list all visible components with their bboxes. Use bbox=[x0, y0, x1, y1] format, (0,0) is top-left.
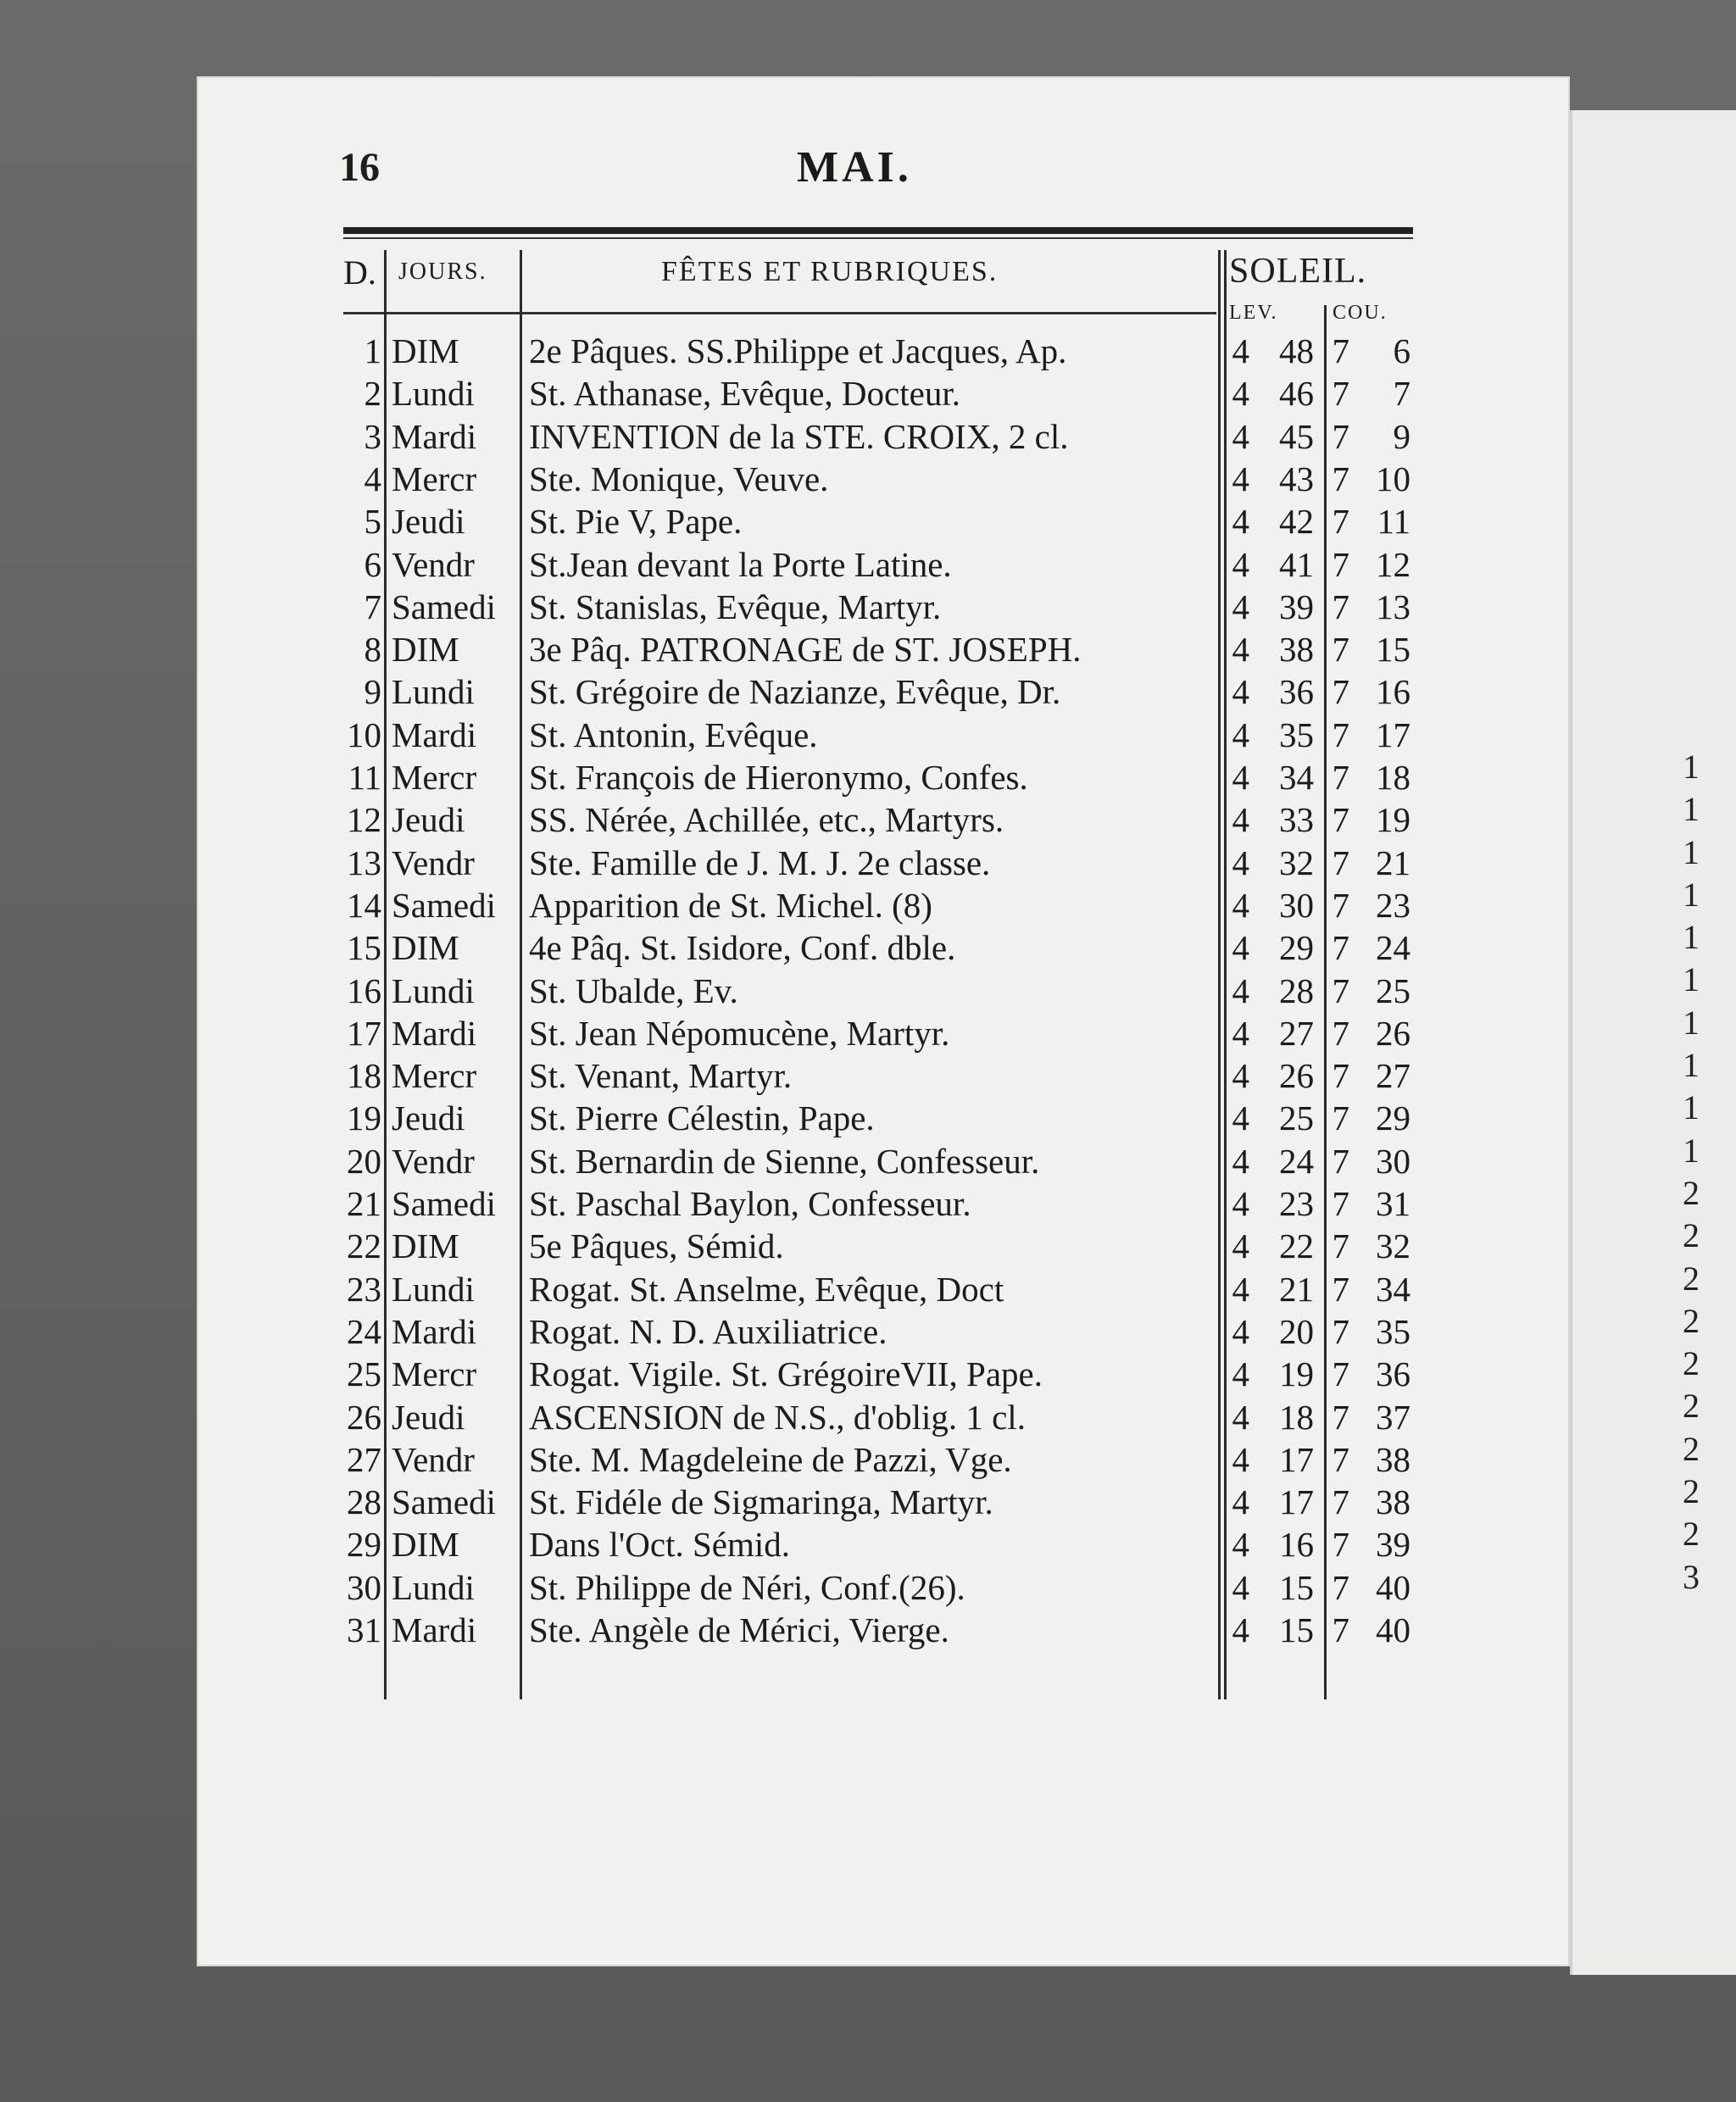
weekday: Samedi bbox=[392, 1482, 496, 1522]
weekday: Mercr bbox=[392, 1354, 477, 1394]
sunset-hour: 7 bbox=[1332, 1482, 1349, 1522]
facing-page-number: 3 bbox=[1683, 1557, 1700, 1596]
sunset-hour: 7 bbox=[1332, 1567, 1349, 1607]
table-row bbox=[0, 1439, 1736, 1482]
day-number: 2 bbox=[364, 374, 381, 414]
feast-text: Ste. Monique, Veuve. bbox=[529, 459, 829, 498]
weekday: Lundi bbox=[392, 1567, 475, 1607]
weekday: Lundi bbox=[392, 970, 475, 1010]
sunrise-minute: 42 bbox=[1279, 502, 1314, 542]
feast-text: Rogat. N. D. Auxiliatrice. bbox=[529, 1311, 887, 1351]
table-row bbox=[0, 1226, 1736, 1268]
sunrise-minute: 43 bbox=[1279, 459, 1314, 498]
day-number: 27 bbox=[347, 1439, 381, 1479]
sunrise-minute: 39 bbox=[1279, 587, 1314, 626]
sunset-minute: 40 bbox=[1376, 1610, 1410, 1649]
sunrise-minute: 22 bbox=[1279, 1226, 1314, 1266]
month-title: MAI. bbox=[797, 143, 912, 192]
top-rule-thin bbox=[343, 237, 1413, 239]
day-number: 6 bbox=[364, 544, 381, 584]
sunrise-hour: 4 bbox=[1232, 1141, 1249, 1181]
sunrise-minute: 41 bbox=[1279, 544, 1314, 584]
day-number: 25 bbox=[347, 1354, 381, 1394]
sunset-hour: 7 bbox=[1332, 1354, 1349, 1394]
sunset-hour: 7 bbox=[1332, 1525, 1349, 1565]
table-row bbox=[0, 587, 1736, 629]
facing-page-number: 1 bbox=[1683, 960, 1700, 999]
sunset-minute: 27 bbox=[1376, 1056, 1410, 1096]
weekday: Mardi bbox=[392, 1311, 477, 1351]
weekday: Vendr bbox=[392, 842, 475, 882]
feast-text: Ste. Famille de J. M. J. 2e classe. bbox=[529, 842, 991, 882]
weekday: DIM bbox=[392, 1226, 459, 1266]
day-number: 13 bbox=[347, 842, 381, 882]
sunset-minute: 12 bbox=[1376, 544, 1410, 584]
sunset-hour: 7 bbox=[1332, 416, 1349, 456]
feast-text: Rogat. Vigile. St. GrégoireVII, Pape. bbox=[529, 1354, 1043, 1394]
table-row bbox=[0, 373, 1736, 415]
day-number: 4 bbox=[364, 459, 381, 498]
feast-text: INVENTION de la STE. CROIX, 2 cl. bbox=[529, 416, 1069, 456]
sunrise-hour: 4 bbox=[1232, 374, 1249, 414]
weekday: Lundi bbox=[392, 1269, 475, 1309]
feast-text: Rogat. St. Anselme, Evêque, Doct bbox=[529, 1269, 1004, 1309]
sunset-minute: 30 bbox=[1376, 1141, 1410, 1181]
sunset-hour: 7 bbox=[1332, 630, 1349, 670]
table-row bbox=[0, 927, 1736, 970]
facing-page-number: 1 bbox=[1683, 832, 1700, 871]
sunrise-minute: 38 bbox=[1279, 630, 1314, 670]
facing-page-number: 1 bbox=[1683, 875, 1700, 914]
day-number: 3 bbox=[364, 416, 381, 456]
feast-text: Apparition de St. Michel. (8) bbox=[529, 885, 932, 925]
feast-text: 5e Pâques, Sémid. bbox=[529, 1226, 784, 1266]
day-number: 7 bbox=[364, 587, 381, 626]
day-number: 9 bbox=[364, 672, 381, 712]
sunrise-hour: 4 bbox=[1232, 1098, 1249, 1138]
sunrise-minute: 30 bbox=[1279, 885, 1314, 925]
sunrise-minute: 19 bbox=[1279, 1354, 1314, 1394]
sunrise-minute: 17 bbox=[1279, 1439, 1314, 1479]
sunrise-minute: 24 bbox=[1279, 1141, 1314, 1181]
header-rule bbox=[343, 312, 1216, 314]
sunset-hour: 7 bbox=[1332, 1439, 1349, 1479]
day-number: 28 bbox=[347, 1482, 381, 1522]
sunrise-hour: 4 bbox=[1232, 1397, 1249, 1437]
day-number: 17 bbox=[347, 1013, 381, 1053]
sunset-minute: 15 bbox=[1376, 630, 1410, 670]
sunset-hour: 7 bbox=[1332, 544, 1349, 584]
day-number: 23 bbox=[347, 1269, 381, 1309]
sunrise-hour: 4 bbox=[1232, 715, 1249, 754]
sunset-hour: 7 bbox=[1332, 1141, 1349, 1181]
top-rule bbox=[343, 227, 1413, 234]
feast-text: St. Pierre Célestin, Pape. bbox=[529, 1098, 875, 1138]
facing-page-number: 1 bbox=[1683, 1003, 1700, 1042]
sunrise-minute: 17 bbox=[1279, 1482, 1314, 1522]
feast-text: St. Fidéle de Sigmaringa, Martyr. bbox=[529, 1482, 993, 1522]
feast-text: 4e Pâq. St. Isidore, Conf. dble. bbox=[529, 928, 956, 968]
weekday: DIM bbox=[392, 928, 459, 968]
sunrise-minute: 29 bbox=[1279, 928, 1314, 968]
sunrise-hour: 4 bbox=[1232, 928, 1249, 968]
table-row bbox=[0, 501, 1736, 543]
sunset-minute: 38 bbox=[1376, 1482, 1410, 1522]
table-row bbox=[0, 671, 1736, 714]
table-row bbox=[0, 1141, 1736, 1183]
header-day: D. bbox=[343, 253, 376, 292]
sunset-minute: 36 bbox=[1376, 1354, 1410, 1394]
sunrise-minute: 16 bbox=[1279, 1525, 1314, 1565]
feast-text: ASCENSION de N.S., d'oblig. 1 cl. bbox=[529, 1397, 1026, 1437]
sunset-hour: 7 bbox=[1332, 970, 1349, 1010]
feast-text: St. Stanislas, Evêque, Martyr. bbox=[529, 587, 942, 626]
sunset-minute: 11 bbox=[1377, 502, 1410, 542]
sunset-minute: 37 bbox=[1376, 1397, 1410, 1437]
sunset-minute: 25 bbox=[1376, 970, 1410, 1010]
sunset-minute: 38 bbox=[1376, 1439, 1410, 1479]
sunrise-hour: 4 bbox=[1232, 970, 1249, 1010]
header-soleil: SOLEIL. bbox=[1229, 252, 1367, 291]
weekday: Jeudi bbox=[392, 1098, 465, 1138]
feast-text: St. Paschal Baylon, Confesseur. bbox=[529, 1184, 971, 1223]
sunrise-hour: 4 bbox=[1232, 587, 1249, 626]
sunrise-hour: 4 bbox=[1232, 630, 1249, 670]
sunset-minute: 29 bbox=[1376, 1098, 1410, 1138]
weekday: Mercr bbox=[392, 1056, 477, 1096]
weekday: DIM bbox=[392, 331, 459, 370]
weekday: Vendr bbox=[392, 1439, 475, 1479]
table-row bbox=[0, 1269, 1736, 1311]
sunrise-hour: 4 bbox=[1232, 416, 1249, 456]
day-number: 5 bbox=[364, 502, 381, 542]
feast-text: St. Bernardin de Sienne, Confesseur. bbox=[529, 1141, 1040, 1181]
header-jours: JOURS. bbox=[398, 259, 487, 285]
feast-text: St. Ubalde, Ev. bbox=[529, 970, 738, 1010]
table-row bbox=[0, 544, 1736, 587]
day-number: 19 bbox=[347, 1098, 381, 1138]
sunrise-minute: 23 bbox=[1279, 1184, 1314, 1223]
facing-page-number: 2 bbox=[1683, 1301, 1700, 1340]
day-number: 16 bbox=[347, 970, 381, 1010]
facing-page-number: 2 bbox=[1683, 1344, 1700, 1383]
table-row bbox=[0, 629, 1736, 671]
weekday: Lundi bbox=[392, 374, 475, 414]
sunset-minute: 7 bbox=[1393, 374, 1410, 414]
sunset-minute: 13 bbox=[1376, 587, 1410, 626]
sunrise-minute: 18 bbox=[1279, 1397, 1314, 1437]
weekday: Lundi bbox=[392, 672, 475, 712]
table-row bbox=[0, 1524, 1736, 1566]
sunset-hour: 7 bbox=[1332, 928, 1349, 968]
sunset-hour: 7 bbox=[1332, 1311, 1349, 1351]
sunrise-hour: 4 bbox=[1232, 1056, 1249, 1096]
facing-page-number: 2 bbox=[1683, 1429, 1700, 1468]
weekday: Samedi bbox=[392, 885, 496, 925]
day-number: 31 bbox=[347, 1610, 381, 1649]
sunset-minute: 39 bbox=[1376, 1525, 1410, 1565]
sunrise-hour: 4 bbox=[1232, 800, 1249, 840]
sunset-hour: 7 bbox=[1332, 1098, 1349, 1138]
sunrise-minute: 48 bbox=[1279, 331, 1314, 370]
sunrise-minute: 25 bbox=[1279, 1098, 1314, 1138]
sunrise-minute: 26 bbox=[1279, 1056, 1314, 1096]
sunset-hour: 7 bbox=[1332, 672, 1349, 712]
sunrise-hour: 4 bbox=[1232, 459, 1249, 498]
weekday: Vendr bbox=[392, 1141, 475, 1181]
feast-text: Dans l'Oct. Sémid. bbox=[529, 1525, 791, 1565]
day-number: 20 bbox=[347, 1141, 381, 1181]
table-row bbox=[0, 1311, 1736, 1354]
feast-text: SS. Nérée, Achillée, etc., Martyrs. bbox=[529, 800, 1004, 840]
sunset-hour: 7 bbox=[1332, 374, 1349, 414]
day-number: 8 bbox=[364, 630, 381, 670]
sunset-minute: 21 bbox=[1376, 842, 1410, 882]
header-fetes: FÊTES ET RUBRIQUES. bbox=[661, 256, 999, 287]
table-row bbox=[0, 1610, 1736, 1652]
day-number: 14 bbox=[347, 885, 381, 925]
weekday: Samedi bbox=[392, 587, 496, 626]
weekday: Jeudi bbox=[392, 502, 465, 542]
sunset-hour: 7 bbox=[1332, 758, 1349, 797]
feast-text: St. Venant, Martyr. bbox=[529, 1056, 793, 1096]
facing-page-number: 2 bbox=[1683, 1472, 1700, 1511]
sunset-hour: 7 bbox=[1332, 715, 1349, 754]
weekday: Mardi bbox=[392, 416, 477, 456]
weekday: Mercr bbox=[392, 459, 477, 498]
header-lev: LEV. bbox=[1229, 302, 1278, 324]
sunset-minute: 9 bbox=[1393, 416, 1410, 456]
sunset-hour: 7 bbox=[1332, 1269, 1349, 1309]
table-row bbox=[0, 1013, 1736, 1055]
facing-page-number: 1 bbox=[1683, 790, 1700, 829]
weekday: Vendr bbox=[392, 544, 475, 584]
sunrise-hour: 4 bbox=[1232, 1567, 1249, 1607]
weekday: Jeudi bbox=[392, 800, 465, 840]
sunset-minute: 24 bbox=[1376, 928, 1410, 968]
sunset-minute: 17 bbox=[1376, 715, 1410, 754]
day-number: 1 bbox=[364, 331, 381, 370]
table-row bbox=[0, 1055, 1736, 1098]
feast-text: St. Jean Népomucène, Martyr. bbox=[529, 1013, 950, 1053]
weekday: DIM bbox=[392, 1525, 459, 1565]
sunset-hour: 7 bbox=[1332, 1610, 1349, 1649]
day-number: 24 bbox=[347, 1311, 381, 1351]
table-row bbox=[0, 1397, 1736, 1439]
sunset-hour: 7 bbox=[1332, 459, 1349, 498]
sunset-minute: 23 bbox=[1376, 885, 1410, 925]
weekday: Mardi bbox=[392, 715, 477, 754]
sunset-minute: 35 bbox=[1376, 1311, 1410, 1351]
sunrise-minute: 15 bbox=[1279, 1610, 1314, 1649]
day-number: 18 bbox=[347, 1056, 381, 1096]
sunrise-minute: 35 bbox=[1279, 715, 1314, 754]
sunrise-minute: 32 bbox=[1279, 842, 1314, 882]
weekday: Mardi bbox=[392, 1610, 477, 1649]
day-number: 29 bbox=[347, 1525, 381, 1565]
sunset-hour: 7 bbox=[1332, 1226, 1349, 1266]
day-number: 10 bbox=[347, 715, 381, 754]
sunset-hour: 7 bbox=[1332, 1056, 1349, 1096]
feast-text: St. François de Hieronymo, Confes. bbox=[529, 758, 1028, 797]
sunrise-hour: 4 bbox=[1232, 1439, 1249, 1479]
table-row bbox=[0, 757, 1736, 799]
sunset-hour: 7 bbox=[1332, 885, 1349, 925]
sunrise-hour: 4 bbox=[1232, 1269, 1249, 1309]
day-number: 12 bbox=[347, 800, 381, 840]
sunset-minute: 18 bbox=[1376, 758, 1410, 797]
day-number: 15 bbox=[347, 928, 381, 968]
facing-page-number: 2 bbox=[1683, 1387, 1700, 1426]
sunrise-hour: 4 bbox=[1232, 1013, 1249, 1053]
feast-text: St. Antonin, Evêque. bbox=[529, 715, 818, 754]
sunrise-hour: 4 bbox=[1232, 1226, 1249, 1266]
sunrise-hour: 4 bbox=[1232, 331, 1249, 370]
sunset-minute: 10 bbox=[1376, 459, 1410, 498]
feast-text: 2e Pâques. SS.Philippe et Jacques, Ap. bbox=[529, 331, 1067, 370]
sunrise-hour: 4 bbox=[1232, 885, 1249, 925]
weekday: Jeudi bbox=[392, 1397, 465, 1437]
table-row bbox=[0, 715, 1736, 757]
facing-page-number: 1 bbox=[1683, 1088, 1700, 1127]
facing-page-number: 1 bbox=[1683, 748, 1700, 786]
sunrise-minute: 34 bbox=[1279, 758, 1314, 797]
sunrise-minute: 33 bbox=[1279, 800, 1314, 840]
table-row bbox=[0, 331, 1736, 373]
sunset-minute: 6 bbox=[1393, 331, 1410, 370]
feast-text: St. Grégoire de Nazianze, Evêque, Dr. bbox=[529, 672, 1061, 712]
sunrise-minute: 45 bbox=[1279, 416, 1314, 456]
facing-page-number: 1 bbox=[1683, 1131, 1700, 1170]
sunset-minute: 26 bbox=[1376, 1013, 1410, 1053]
facing-page-number: 2 bbox=[1683, 1259, 1700, 1298]
day-number: 11 bbox=[348, 758, 381, 797]
facing-page-number: 1 bbox=[1683, 918, 1700, 957]
sunset-minute: 32 bbox=[1376, 1226, 1410, 1266]
sunrise-minute: 28 bbox=[1279, 970, 1314, 1010]
sunrise-hour: 4 bbox=[1232, 502, 1249, 542]
sunrise-hour: 4 bbox=[1232, 758, 1249, 797]
sunset-hour: 7 bbox=[1332, 842, 1349, 882]
weekday: Mardi bbox=[392, 1013, 477, 1053]
sunrise-hour: 4 bbox=[1232, 1525, 1249, 1565]
page-number: 16 bbox=[339, 145, 380, 190]
sunrise-hour: 4 bbox=[1232, 842, 1249, 882]
day-number: 26 bbox=[347, 1397, 381, 1437]
day-number: 22 bbox=[347, 1226, 381, 1266]
table-row bbox=[0, 1183, 1736, 1226]
table-row bbox=[0, 1567, 1736, 1610]
sunset-hour: 7 bbox=[1332, 800, 1349, 840]
facing-page-number: 2 bbox=[1683, 1173, 1700, 1212]
table-row bbox=[0, 1482, 1736, 1524]
table-row bbox=[0, 799, 1736, 842]
sunrise-hour: 4 bbox=[1232, 1482, 1249, 1522]
sunrise-minute: 36 bbox=[1279, 672, 1314, 712]
sunset-hour: 7 bbox=[1332, 1013, 1349, 1053]
sunset-minute: 31 bbox=[1376, 1184, 1410, 1223]
day-number: 30 bbox=[347, 1567, 381, 1607]
feast-text: St. Philippe de Néri, Conf.(26). bbox=[529, 1567, 965, 1607]
feast-text: 3e Pâq. PATRONAGE de ST. JOSEPH. bbox=[529, 630, 1082, 670]
table-row bbox=[0, 1354, 1736, 1396]
sunrise-minute: 27 bbox=[1279, 1013, 1314, 1053]
table-row bbox=[0, 416, 1736, 459]
sunrise-hour: 4 bbox=[1232, 1311, 1249, 1351]
sunrise-hour: 4 bbox=[1232, 1610, 1249, 1649]
sunrise-minute: 21 bbox=[1279, 1269, 1314, 1309]
weekday: DIM bbox=[392, 630, 459, 670]
facing-page-number: 1 bbox=[1683, 1046, 1700, 1085]
sunset-minute: 16 bbox=[1376, 672, 1410, 712]
sunrise-hour: 4 bbox=[1232, 1354, 1249, 1394]
sunset-hour: 7 bbox=[1332, 1184, 1349, 1223]
sunset-hour: 7 bbox=[1332, 1397, 1349, 1437]
table-row bbox=[0, 970, 1736, 1013]
sunset-minute: 19 bbox=[1376, 800, 1410, 840]
table-row bbox=[0, 885, 1736, 927]
sunset-hour: 7 bbox=[1332, 587, 1349, 626]
day-number: 21 bbox=[347, 1184, 381, 1223]
sunset-minute: 40 bbox=[1376, 1567, 1410, 1607]
feast-text: St. Athanase, Evêque, Docteur. bbox=[529, 374, 960, 414]
sunrise-hour: 4 bbox=[1232, 1184, 1249, 1223]
sunrise-minute: 15 bbox=[1279, 1567, 1314, 1607]
facing-page-number: 2 bbox=[1683, 1216, 1700, 1255]
header-cou: COU. bbox=[1333, 302, 1388, 324]
weekday: Mercr bbox=[392, 758, 477, 797]
sunset-minute: 34 bbox=[1376, 1269, 1410, 1309]
feast-text: St. Pie V, Pape. bbox=[529, 502, 743, 542]
sunset-hour: 7 bbox=[1332, 502, 1349, 542]
facing-page-number: 2 bbox=[1683, 1515, 1700, 1554]
sunrise-minute: 46 bbox=[1279, 374, 1314, 414]
feast-text: St.Jean devant la Porte Latine. bbox=[529, 544, 952, 584]
sunrise-minute: 20 bbox=[1279, 1311, 1314, 1351]
feast-text: Ste. Angèle de Mérici, Vierge. bbox=[529, 1610, 949, 1649]
sunrise-hour: 4 bbox=[1232, 672, 1249, 712]
table-row bbox=[0, 1098, 1736, 1140]
sunset-hour: 7 bbox=[1332, 331, 1349, 370]
feast-text: Ste. M. Magdeleine de Pazzi, Vge. bbox=[529, 1439, 1012, 1479]
table-row bbox=[0, 459, 1736, 501]
table-row bbox=[0, 842, 1736, 885]
weekday: Samedi bbox=[392, 1184, 496, 1223]
sunrise-hour: 4 bbox=[1232, 544, 1249, 584]
